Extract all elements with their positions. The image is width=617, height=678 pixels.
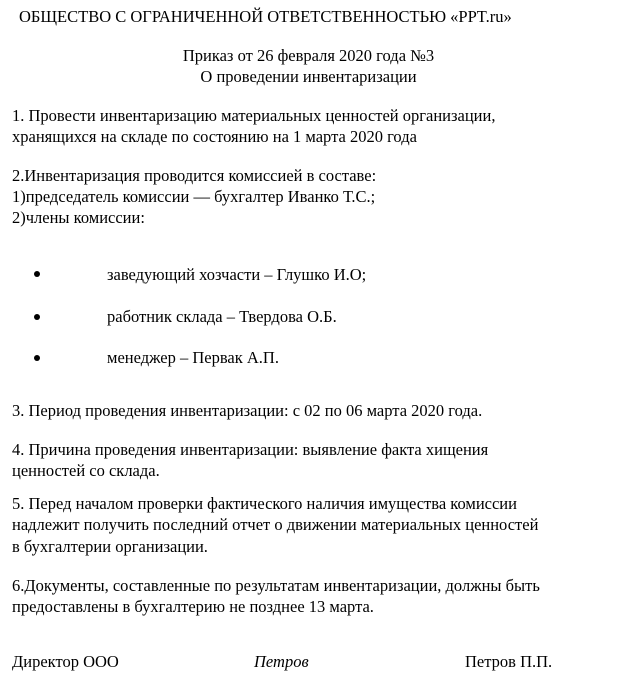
signatory-name: Петров П.П. [465, 652, 553, 671]
item-6-line-1: 6.Документы, составленные по результатам инвентаризации, должны быть [12, 576, 540, 595]
item-4-line-1: 4. Причина проведения инвентаризации: выявление факта хищения [12, 440, 489, 459]
item-5-line-1: 5. Перед началом проверки фактического наличия имущества комиссии [12, 494, 517, 513]
signatory-position: Директор ООО [12, 652, 119, 671]
item-6-line-2: предоставлены в бухгалтерию не позднее 13 марта. [12, 597, 374, 616]
signature-handwritten: Петров [254, 652, 309, 671]
member-3: менеджер – Первак А.П. [107, 348, 279, 367]
order-title: Приказ от 26 февраля 2020 года №3 [182, 46, 435, 65]
order-subject: О проведении инвентаризации [200, 67, 417, 86]
item-2-line-2: 1)председатель комиссии — бухгалтер Иванко Т.С.; [12, 187, 376, 206]
item-1-line-2: хранящихся на складе по состоянию на 1 марта 2020 года [12, 127, 417, 146]
item-1-line-1: 1. Провести инвентаризацию материальных ценностей организации, [12, 106, 496, 125]
item-2-line-1: 2.Инвентаризация проводится комиссией в составе: [12, 166, 377, 185]
member-2: работник склада – Твердова О.Б. [107, 307, 337, 326]
item-5-line-2: надлежит получить последний отчет о движении материальных ценностей [12, 515, 539, 534]
bullet-icon [34, 314, 40, 320]
item-4-line-2: ценностей со склада. [12, 461, 160, 480]
item-5-line-3: в бухгалтерии организации. [12, 537, 208, 556]
bullet-icon [34, 355, 40, 361]
bullet-icon [34, 271, 40, 277]
item-2-line-3: 2)члены комиссии: [12, 208, 145, 227]
member-1: заведующий хозчасти – Глушко И.О; [107, 265, 367, 284]
company-name: ОБЩЕСТВО С ОГРАНИЧЕННОЙ ОТВЕТСТВЕННОСТЬЮ «PPT.ru» [19, 7, 512, 26]
item-3-line-1: 3. Период проведения инвентаризации: с 02 по 06 марта 2020 года. [12, 401, 483, 420]
